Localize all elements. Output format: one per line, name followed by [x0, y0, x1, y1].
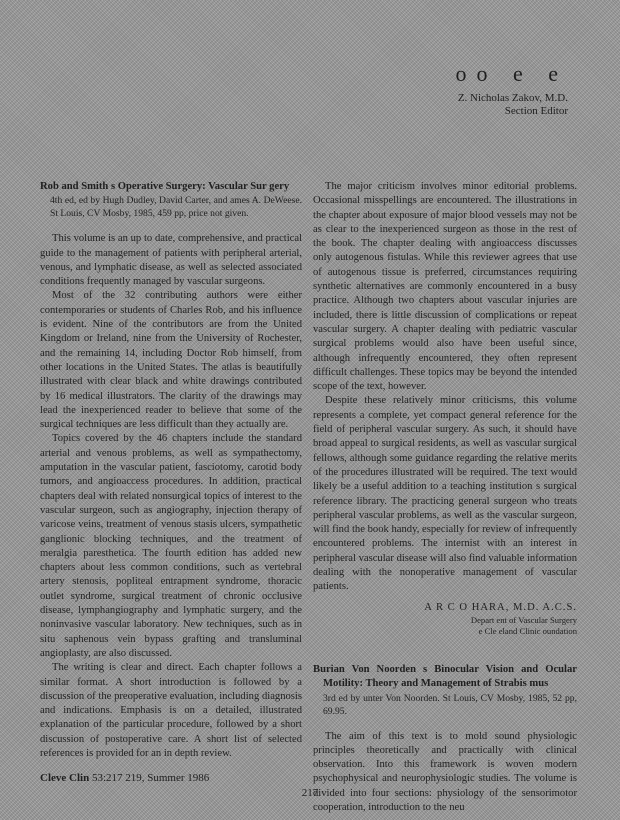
journal-citation [40, 772, 209, 784]
review1-citation: 4th ed, ed by Hugh Dudley, David Carter, and ames A. DeWeese. St Louis, CV Mosby, 1985, 459 pp, price not given. [50, 195, 302, 220]
review1-paragraph-6: Despite these relatively minor criticisms, this volume represents a complete, yet compact general reference for the field of peripheral vascular surgery. As such, it should have broad appeal to surgical residents, as well as vascular surgical fellows, although some guidance regarding the relative merits of the procedures illustrated will be required. The text would likely be a useful addition to a teaching institution s surgical reference library. The practicing general surgeon who treats peripheral vascular problems, as well as the vascular surgeon, will find the book handy, especially for review of infrequently encountered problems. The internist with an interest in peripheral vascular disease will also find valuable information dealing with the nonoperative management of vascular patients. [313, 395, 577, 593]
left-column [40, 180, 302, 761]
affiliation-line-1: Depart ent of Vascular Surgery [470, 614, 577, 625]
review2-paragraph-1: The aim of this text is to mold sound physiologic principles theoretically and practically with clinical observation. Into this framework is woven modern psychophysical and neurophysiologic studies. The volume is divided into four sections: physiology of the sensorimotor cooperation, introduction to the neu [313, 730, 577, 813]
review1-paragraph-2: Most of the 32 contributing authors were either contemporaries or students of Charles Rob, and his influence is evident. Nine of the contributors are from the United Kingdom or Ireland, nine from the University of Rochester, and the remaining 14, including Doctor Rob himself, from other locations in the United States. The atlas is beautifully illustrated with clear black and white drawings contributed by 16 medical illustrators. The clarity of the drawings may lead the inexperienced reader to believe that some of the surgical techniques are less difficult than they actually are. [40, 290, 302, 431]
affiliation-line-2: e Cle eland Clinic oundation [478, 625, 577, 636]
journal-issue: 53:217 219, Summer 1986 [91, 772, 210, 784]
section-editor-name: Z. Nicholas Zakov, M.D. [457, 91, 568, 104]
review1-paragraph-4: The writing is clear and direct. Each chapter follows a similar format. A short introduction is followed by a discussion of the preoperative evaluation, including diagnosis and indications. Emphasis is on a detailed, illustrated explanation of the particular procedure, followed by a short discussion of postoperative care. A short list of selected references is provided for an in depth review. [40, 662, 302, 759]
review1-book-title: Rob and Smith s Operative Surgery: Vascular Sur gery [40, 181, 290, 192]
review2-citation: 3rd ed by unter Von Noorden. St Louis, CV Mosby, 1985, 52 pp, 69.95. [323, 692, 577, 717]
section-header [455, 60, 568, 119]
section-editor-role: Section Editor [504, 105, 568, 118]
review1-paragraph-3: Topics covered by the 46 chapters include the standard arterial and venous problems, as well as sympathectomy, amputation in the vascular patient, fasciotomy, carotid body tumors, and angioaccess procedures. In addition, practical chapters deal with related nonsurgical topics of interest to the vascular surgeon, such as angiography, injection therapy of varicose veins, treatment of venous stasis ulcers, sympathetic ganglionic blocking techniques, and the treatment of meralgia paresthetica. The fourth edition has added new chapters about less common conditions, such as vertebral artery stenosis, popliteal entrapment syndrome, thoracic outlet syndrome, surgical treatment of chronic occlusive disease, lymphangiography and lymphatic surgery, and the noninvasive vascular laboratory. New techniques, such as in situ saphenous vein bypass grafting and transluminal angioplasty, are also discussed. [40, 433, 302, 659]
section-title: oo e e [455, 61, 568, 86]
reviewer-affiliation [313, 615, 577, 637]
reviewer-name: A R C O HARA, M.D. A.C.S. [424, 601, 577, 613]
review2-book-title: Burian Von Noorden s Binocular Vision and Ocular Motility: Theory and Management of Strabis mus [313, 663, 577, 690]
review1-paragraph-1: This volume is an up to date, comprehensive, and practical guide to the management of patients with peripheral arterial, venous, and lymphatic disease, as well as selected associated conditions frequently managed by vascular surgeons. [40, 233, 302, 288]
page-number: 217 [301, 787, 319, 799]
review1-paragraph-5: The major criticism involves minor editorial problems. Occasional misspellings are encountered. The illustrations in the chapter about exposure of major blood vessels may not be as clear to the inexperienced surgeon as those in the rest of the book. The chapter dealing with angioaccess discusses only autogenous fistulas. While this reviewer agrees that use of autogenous tissue is preferred, circumstances requiring synthetic alternatives are commonly encountered in a busy practice. Although two chapters about vascular injuries are included, there is little discussion of complications or repeat vascular surgery. A chapter dealing with pediatric vascular surgical problems would also have been useful since, although infrequently encountered, they often represent difficult challenges. These topics may be beyond the intended scope of the text, however. [313, 181, 577, 393]
right-column [313, 180, 577, 815]
journal-name: Cleve Clin [40, 772, 90, 784]
